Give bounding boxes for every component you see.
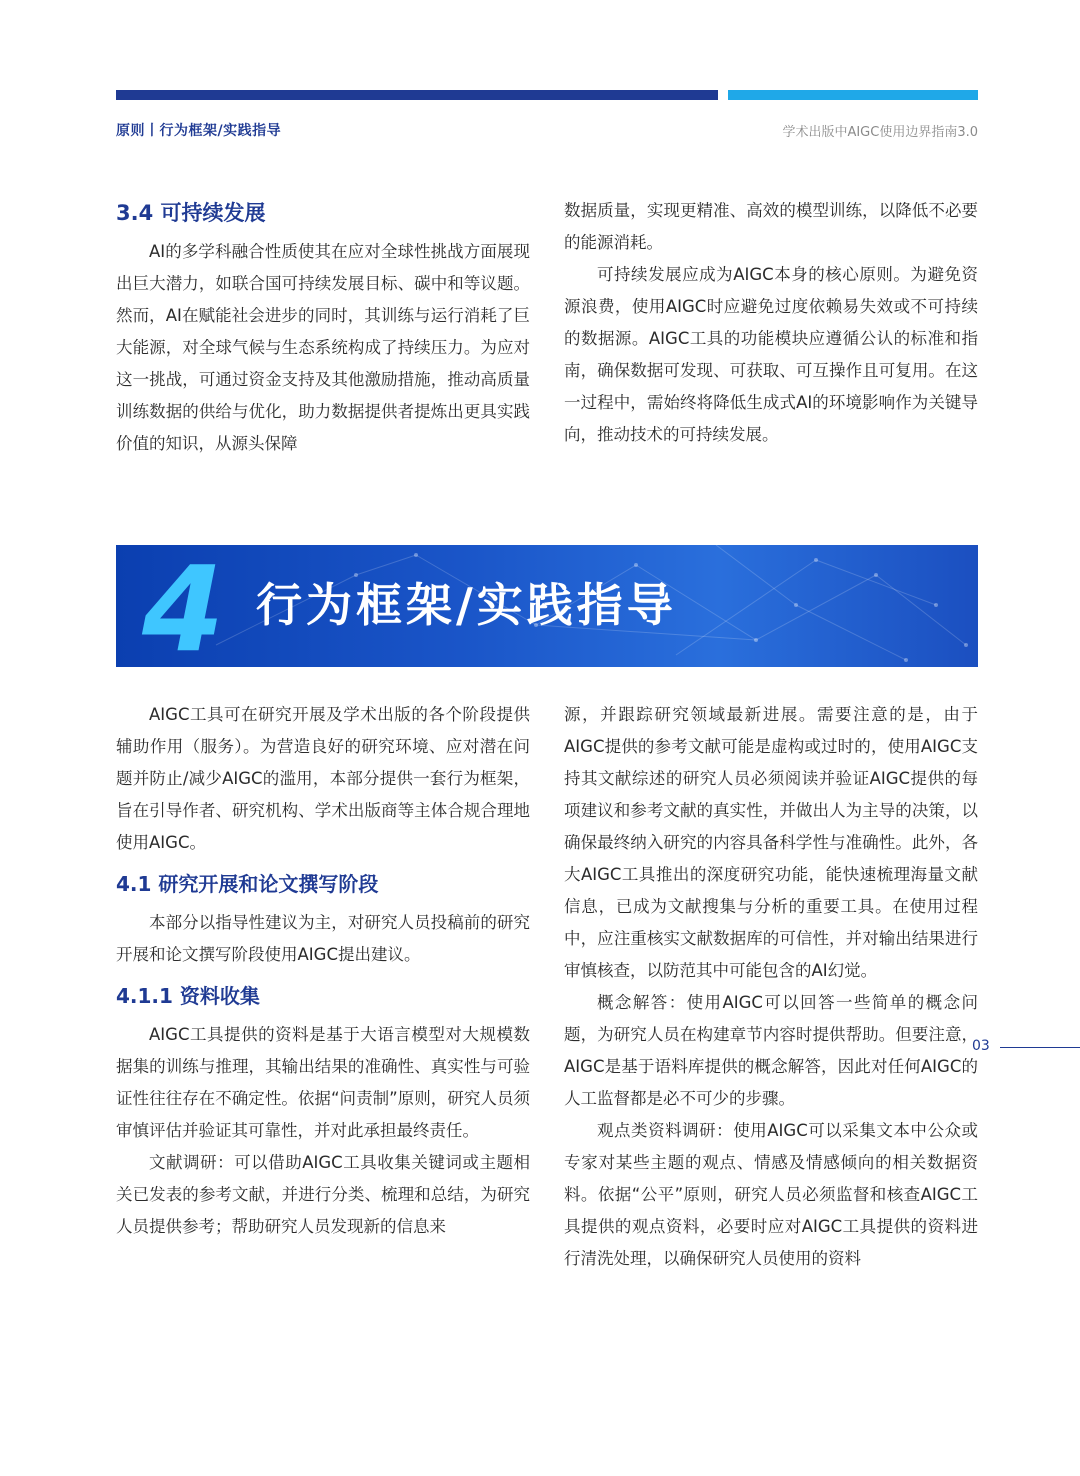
section-3-4-right-column xyxy=(564,195,978,451)
page-number: 03 xyxy=(972,1038,990,1054)
page-number-rule xyxy=(1000,1047,1080,1048)
chapter-title: 行为框架/实践指导 xyxy=(256,578,677,632)
paragraph: 本部分以指导性建议为主，对研究人员投稿前的研究开展和论文撰写阶段使用AIGC提出建议。 xyxy=(116,913,530,964)
header-bar-dark xyxy=(116,90,718,100)
section-4-1-1-heading: 4.1.1 资料收集 xyxy=(116,984,260,1008)
paragraph: AI的多学科融合性质使其在应对全球性挑战方面展现出巨大潜力，如联合国可持续发展目标、碳中和等议题。然而，AI在赋能社会进步的同时，其训练与运行消耗了巨大能源，对全球气候与生态系统构成了持续压力。为应对这一挑战，可通过资金支持及其他激励措施，推动高质量训练数据的供给与优化，助力数据提供者提炼出更具实践价值的知识，从源头保障 xyxy=(116,242,530,453)
chapter-number: 4 xyxy=(142,545,223,667)
paragraph: 概念解答：使用AIGC可以回答一些简单的概念问题，为研究人员在构建章节内容时提供帮助。但要注意，AIGC是基于语料库提供的概念解答，因此对任何AIGC的人工监督都是必不可少的步骤。 xyxy=(564,993,978,1108)
paragraph: 可持续发展应成为AIGC本身的核心原则。为避免资源浪费，使用AIGC时应避免过度依赖易失效或不可持续的数据源。AIGC工具的功能模块应遵循公认的标准和指南，确保数据可发现、可获取、可互操作且可复用。在这一过程中，需始终将降低生成式AI的环境影响作为关键导向，推动技术的可持续发展。 xyxy=(564,265,978,444)
header-section-title: 原则丨行为框架/实践指导 xyxy=(116,123,282,139)
paragraph-continued: 数据质量，实现更精准、高效的模型训练，以降低不必要的能源消耗。 xyxy=(564,201,978,252)
header-bar-light xyxy=(728,90,978,100)
paragraph-continued: 源，并跟踪研究领域最新进展。需要注意的是，由于AIGC提供的参考文献可能是虚构或过时的，使用AIGC支持其文献综述的研究人员必须阅读并验证AIGC提供的每项建议和参考文献的真实性，并做出人为主导的决策，以确保最终纳入研究的内容具备科学性与准确性。此外，各大AIGC工具推出的深度研究功能，能快速梳理海量文献信息，已成为文献搜集与分析的重要工具。在使用过程中，应注重核实文献数据库的可信性，并对输出结果进行审慎核查，以防范其中可能包含的AI幻觉。 xyxy=(564,705,978,980)
section-3-4-heading: 3.4 可持续发展 xyxy=(116,201,266,225)
paragraph: 文献调研：可以借助AIGC工具收集关键词或主题相关已发表的参考文献，并进行分类、梳理和总结，为研究人员提供参考；帮助研究人员发现新的信息来 xyxy=(116,1153,530,1236)
section-4-left-column xyxy=(116,699,530,1243)
section-4-1-heading: 4.1 研究开展和论文撰写阶段 xyxy=(116,872,379,896)
paragraph: AIGC工具提供的资料是基于大语言模型对大规模数据集的训练与推理，其输出结果的准确性、真实性与可验证性往往存在不确定性。依据“问责制”原则，研究人员须审慎评估并验证其可靠性，并对此承担最终责任。 xyxy=(116,1025,530,1140)
section-3-4-left-column xyxy=(116,196,530,460)
paragraph: AIGC工具可在研究开展及学术出版的各个阶段提供辅助作用（服务）。为营造良好的研究环境、应对潜在问题并防止/减少AIGC的滥用，本部分提供一套行为框架，旨在引导作者、研究机构、学术出版商等主体合规合理地使用AIGC。 xyxy=(116,705,530,852)
header-document-title: 学术出版中AIGC使用边界指南3.0 xyxy=(782,125,978,140)
chapter-banner xyxy=(116,545,978,667)
section-4-right-column xyxy=(564,699,978,1275)
paragraph: 观点类资料调研：使用AIGC可以采集文本中公众或专家对某些主题的观点、情感及情感倾向的相关数据资料。依据“公平”原则，研究人员必须监督和核查AIGC工具提供的观点资料，必要时应对AIGC工具提供的资料进行清洗处理，以确保研究人员使用的资料 xyxy=(564,1121,978,1268)
